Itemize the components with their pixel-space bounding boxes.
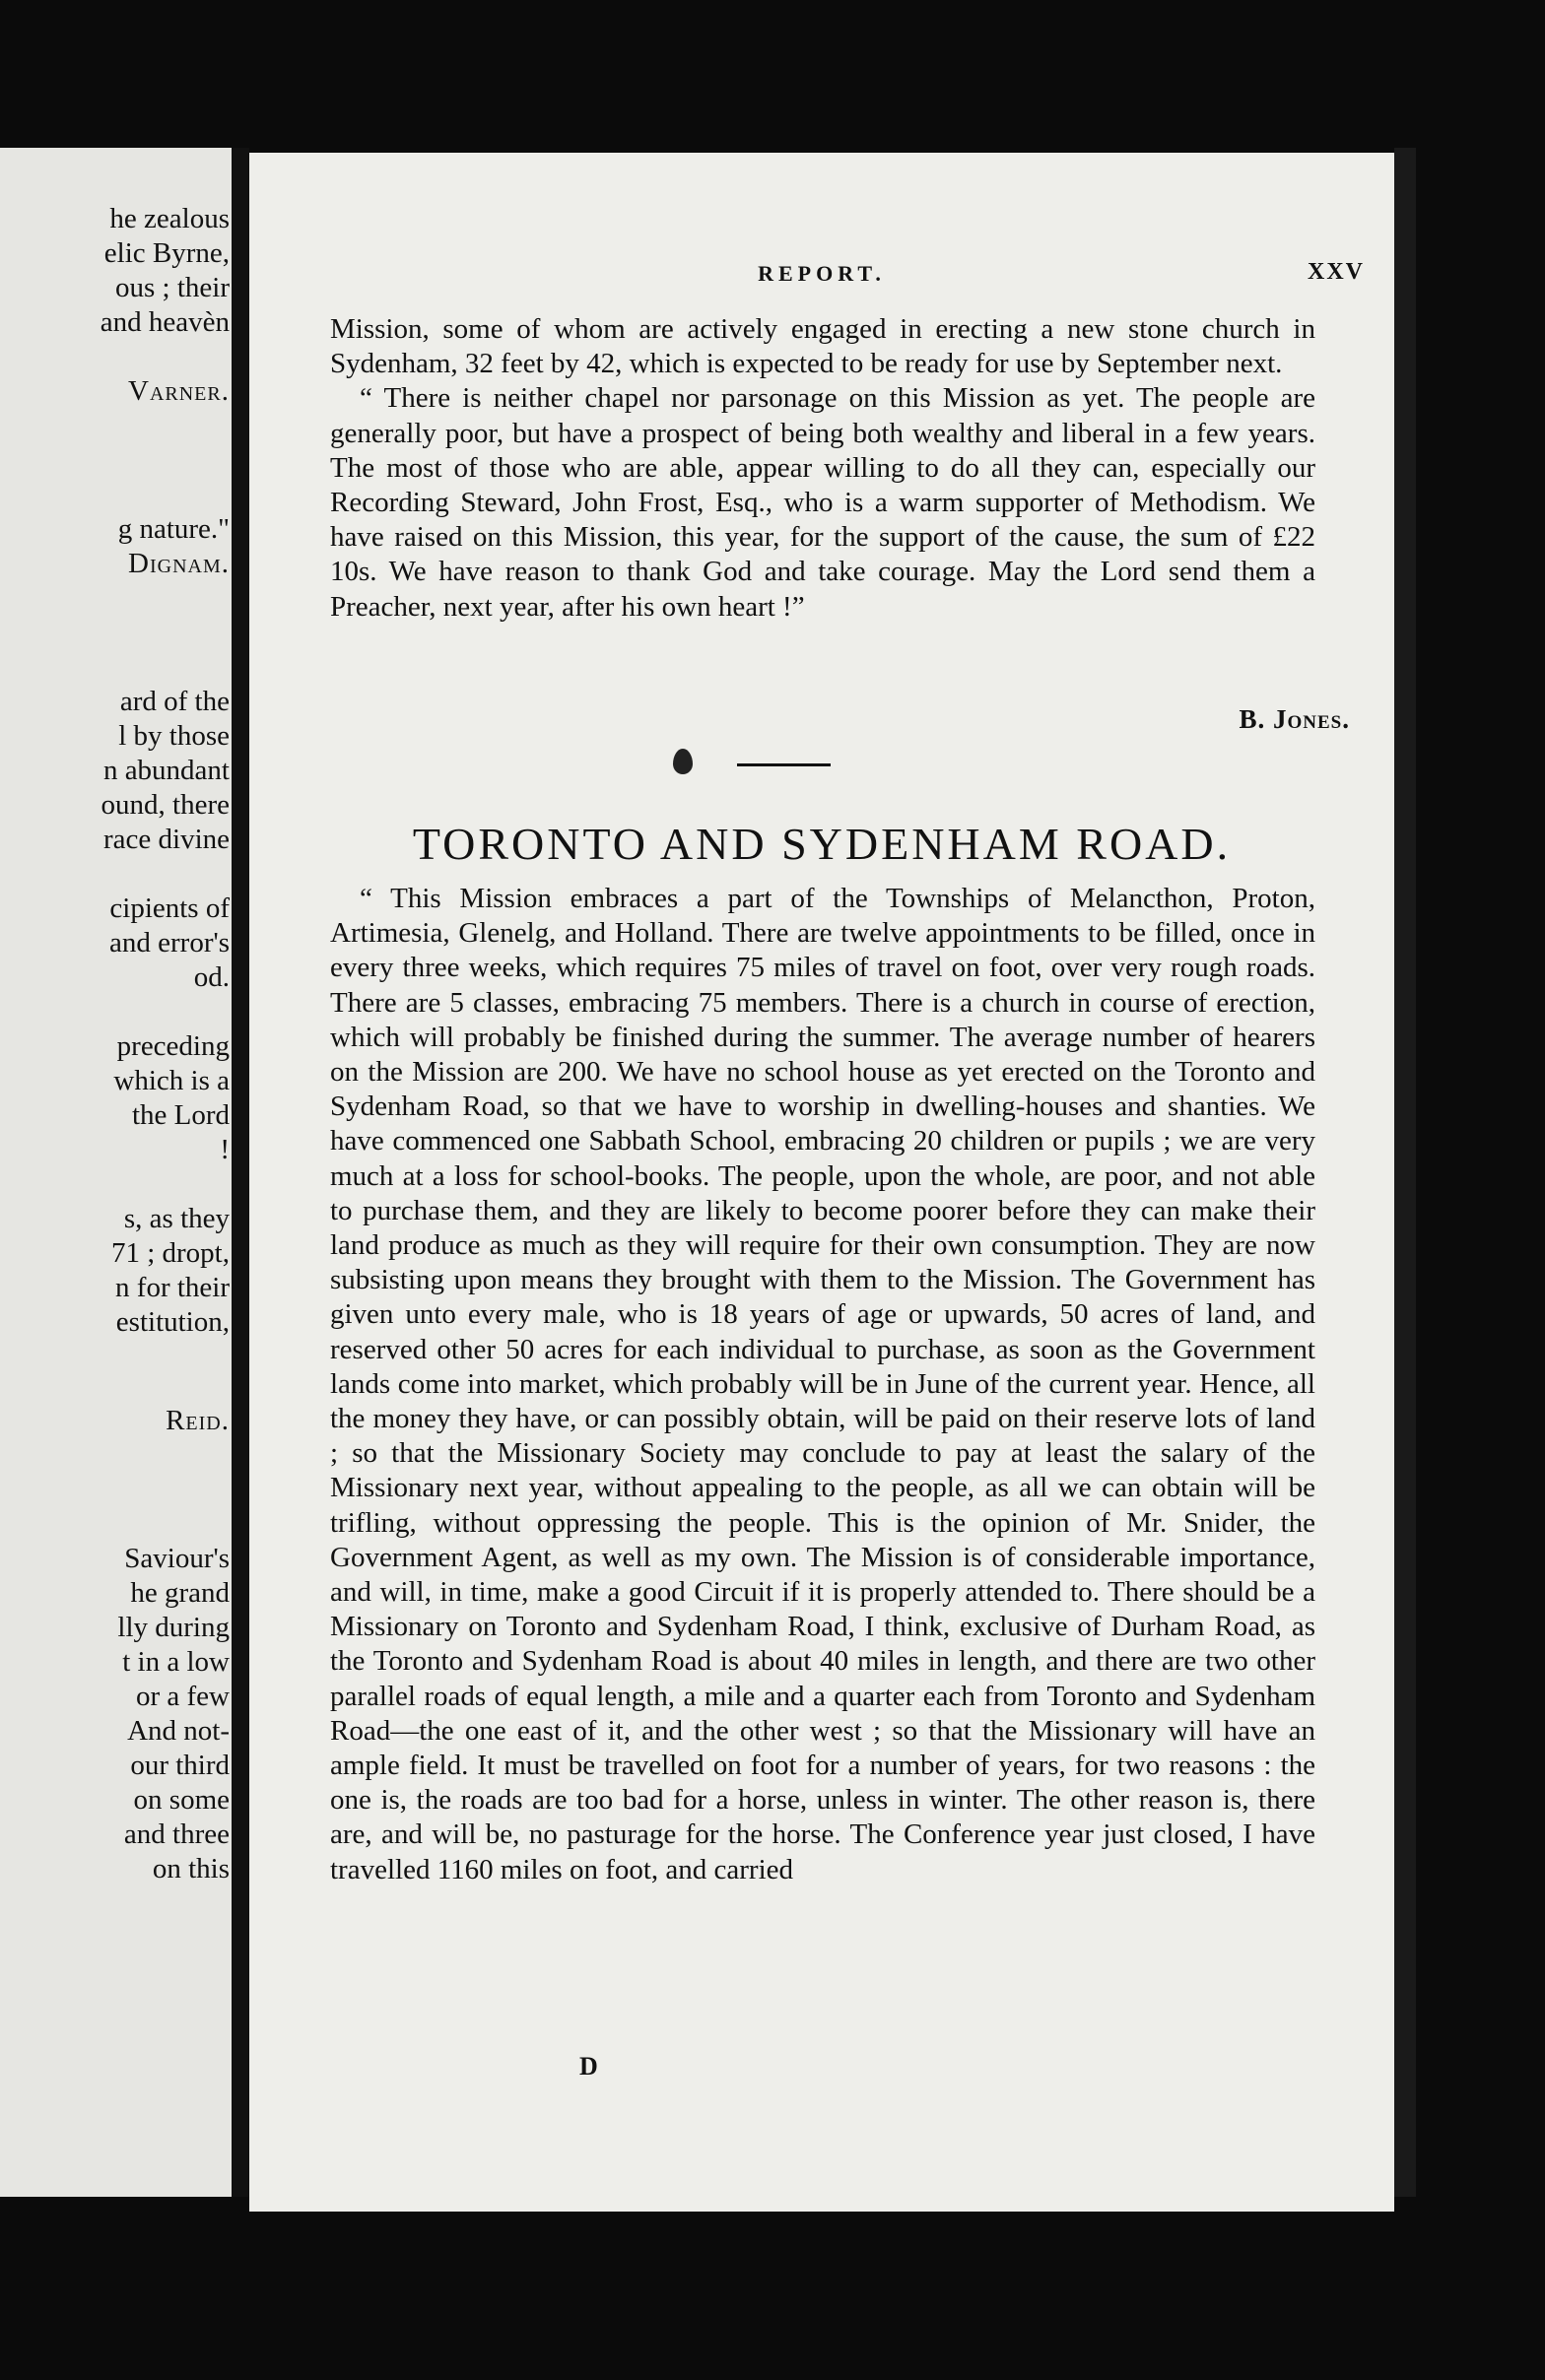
left-page-line: ound, there [101,789,230,821]
left-page [0,148,232,2197]
left-page-line: n abundant [102,755,230,786]
left-page-line: Reid. [166,1405,230,1436]
left-page-line: on some [133,1784,230,1816]
left-page-line: ard of the [119,686,230,717]
left-page-line: preceding [116,1030,230,1062]
page-number: XXV [1308,259,1365,285]
page-edge [1394,148,1416,2197]
left-page-line: l by those [118,720,230,752]
left-page-line: And not- [127,1715,230,1747]
ink-ornament [673,749,693,774]
left-page-line: od. [193,961,230,993]
left-page-line: t in a low [122,1646,230,1678]
left-page-line: on this [152,1853,230,1884]
left-page-line: estitution, [115,1306,230,1338]
signature-jones: B. Jones. [1239,704,1350,734]
left-page-line: which is a [113,1065,230,1096]
paragraph-continuation: Mission, some of whom are actively engaged in erecting a new stone church in Sydenham, 32 feet by 42, which is expected to be ready for use by September next. [330,313,1315,380]
left-page-line: he grand [130,1577,230,1609]
right-page [249,153,1394,2212]
left-page-line: n for their [115,1272,230,1303]
left-page-line: or a few [135,1681,230,1712]
section-divider-rule [737,763,831,766]
left-page-line: s, as they [123,1203,230,1234]
left-page-line: he zealous [109,203,230,234]
left-page-line: race divine [102,824,230,855]
left-page-line: cipients of [109,892,230,924]
left-page-line: and error's [109,927,230,959]
left-page-line: g nature." [117,513,230,545]
left-page-line: and three [123,1818,230,1850]
left-page-line: 71 ; dropt, [110,1237,230,1269]
left-page-line: lly during [117,1612,230,1643]
running-head: REPORT. [758,261,886,286]
top-text-block [330,312,1315,625]
section-text-block [330,882,1315,1887]
left-page-line: Varner. [128,375,230,407]
paragraph-quote: “ There is neither chapel nor parsonage on this Mission as yet. The people are generally poor, but have a prospect of being both wealthy and liberal in a few years. The most of those who are able, appear willing to do all they can, especially our Recording Steward, John Frost, Esq., who is a warm supporter of Methodism. We have raised on this Mission, this year, for the support of the cause, the sum of £22 10s. We have reason to thank God and take courage. May the Lord send them a Preacher, next year, after his own heart !” [330,382,1315,623]
left-page-line: elic Byrne, [103,237,230,269]
section-paragraph: “ This Mission embraces a part of the Townships of Melancthon, Proton, Artimesia, Glenelg, and Holland. There are twelve appointments to be filled, once in every three weeks, which requires 75 miles of travel on foot, over very rough roads. There are 5 classes, embracing 75 members. There is a church in course of erection, which will probably be finished during the summer. The average number of hearers on the Mission are 200. We have no school house as yet erected on the Toronto and Sydenham Road, so that we have to worship in dwelling-houses and shanties. We have commenced one Sabbath School, embracing 20 children or pupils ; we are very much at a loss for school-books. The people, upon the whole, are poor, and not able to purchase them, and they are likely to become poorer before they can make their land produce as much as they will require for their own consumption. They are now subsisting upon means they brought with them to the Mission. The Government has given unto every male, who is 18 years of age or upwards, 50 acres of land, and reserved other 50 acres for each individual to purchase, as soon as the Government lands come into market, which probably will be in June of the current year. Hence, all the money they have, or can possibly obtain, will be paid on their reserve lots of land ; so that the Missionary Society may conclude to pay at least the salary of the Missionary next year, without appealing to the people, as all we can obtain will be trifling, without oppressing the people. This is the opinion of Mr. Snider, the Government Agent, as well as my own. The Mission is of considerable importance, and will, in time, make a good Circuit if it is properly attended to. There should be a Missionary on Toronto and Sydenham Road, I think, exclusive of Durham Road, as the Toronto and Sydenham Road is about 40 miles in length, and there are two other parallel roads of equal length, a mile and a quarter each from Toronto and Sydenham Road—the one east of it, and the other west ; so that the Missionary will have an ample field. It must be travelled on foot for a number of years, for two reasons : the one is, the roads are too bad for a horse, unless in winter. The other reason is, there are, and will be, no pasturage for the horse. The Conference year just closed, I have travelled 1160 miles on foot, and carried [330,883,1315,1885]
left-page-line: ! [220,1134,230,1165]
left-page-line: ous ; their [115,272,230,303]
left-page-line: Dignam. [128,548,230,579]
signature-mark: D [579,2052,598,2081]
book-gutter [232,148,249,2197]
section-title: TORONTO AND SYDENHAM ROAD. [412,819,1232,869]
left-page-line: and heavèn [100,306,230,338]
left-page-line: Saviour's [124,1543,230,1574]
left-page-line: our third [130,1750,230,1781]
left-page-line: the Lord [131,1099,230,1131]
